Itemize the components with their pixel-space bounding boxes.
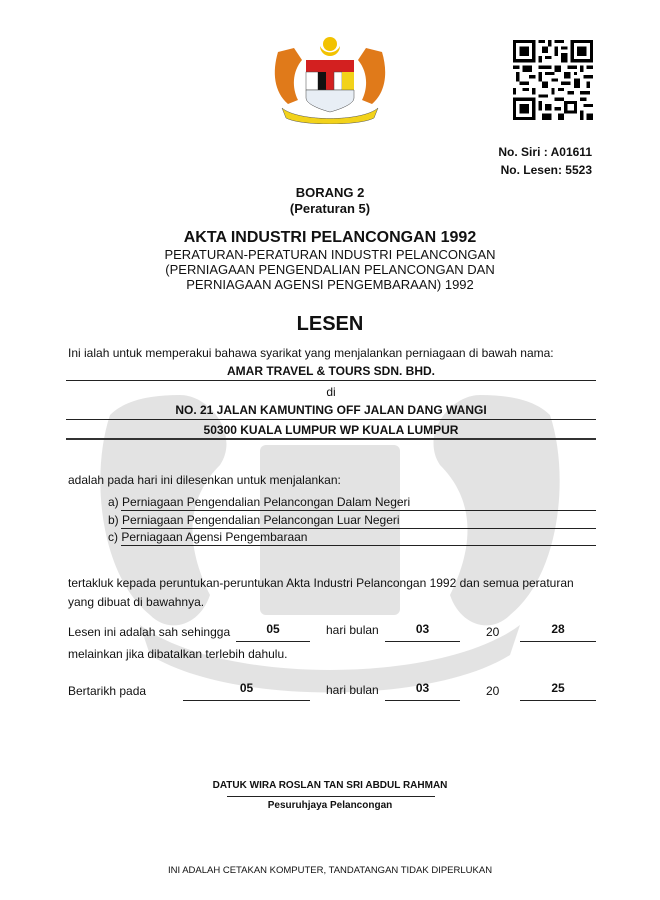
activity-marker: c) (108, 530, 118, 544)
activity-underline-a (121, 510, 596, 511)
borang-label: BORANG 2 (295, 185, 365, 200)
valid-century: 20 (486, 625, 500, 639)
valid-year-underline (520, 641, 596, 642)
activity-underline-b (121, 528, 596, 529)
address-line-1: NO. 21 JALAN KAMUNTING OFF JALAN DANG WANGI (175, 403, 487, 417)
regulation-line-1: PERATURAN-PERATURAN INDUSTRI PELANCONGAN (164, 247, 496, 262)
dated-year-underline (520, 700, 596, 701)
act-heading (0, 228, 660, 292)
intro-text: Ini ialah untuk memperakui bahawa syarikat yang menjalankan perniagaan di bawah nama: (68, 346, 554, 360)
dated-century: 20 (486, 684, 500, 698)
activity-label: Perniagaan Pengendalian Pelancongan Dalam Negeri (122, 495, 411, 509)
dated-month: 03 (415, 681, 430, 695)
dated-hari-bulan: hari bulan (326, 683, 379, 697)
regulation-line-3: PERNIAGAAN AGENSI PENGEMBARAAN) 1992 (186, 277, 474, 292)
dated-label: Bertarikh pada (68, 684, 147, 698)
dated-day-underline (183, 700, 310, 701)
qr-code (513, 40, 593, 120)
regulation-line-2: (PERNIAGAAN PENGENDALIAN PELANCONGAN DAN (165, 262, 495, 277)
license-meta (498, 143, 592, 179)
signatory-name: DATUK WIRA ROSLAN TAN SRI ABDUL RAHMAN (212, 780, 448, 791)
signature-line (227, 796, 435, 797)
activity-item-b (108, 513, 400, 527)
activity-underline-c (121, 545, 596, 546)
peraturan-label: (Peraturan 5) (289, 201, 371, 216)
dated-day: 05 (239, 681, 254, 695)
dated-month-underline (385, 700, 460, 701)
valid-until-month: 03 (415, 622, 430, 636)
act-title: AKTA INDUSTRI PELANCONGAN 1992 (183, 229, 477, 246)
valid-day-underline (236, 641, 310, 642)
footer-note: INI ADALAH CETAKAN KOMPUTER, TANDATANGAN TIDAK DIPERLUKAN (167, 865, 493, 876)
dated-year: 25 (551, 681, 565, 695)
valid-until-label: Lesen ini adalah sah sehingga (68, 625, 231, 639)
subject-to-line-2: yang dibuat di bawahnya. (68, 595, 205, 609)
di-label: di (326, 385, 336, 399)
valid-until-year: 28 (551, 622, 565, 636)
activity-marker: a) (108, 495, 119, 509)
licensed-for-text: adalah pada hari ini dilesenkan untuk menjalankan: (68, 473, 341, 487)
valid-month-underline (385, 641, 460, 642)
subject-to-line-1: tertakluk kepada peruntukan-peruntukan Akta Industri Pelancongan 1992 dan semua peraturan (68, 576, 574, 590)
signatory-title: Pesuruhjaya Pelancongan (267, 800, 393, 811)
unless-cancelled-text: melainkan jika dibatalkan terlebih dahulu. (68, 647, 288, 661)
address-underline-2 (66, 438, 596, 440)
activity-label: Perniagaan Pengendalian Pelancongan Luar Negeri (122, 513, 400, 527)
company-underline (66, 380, 596, 381)
document-title: LESEN (296, 313, 364, 335)
coat-of-arms-icon (268, 32, 392, 124)
valid-until-day: 05 (266, 622, 280, 636)
activity-label: Perniagaan Agensi Pengembaraan (121, 530, 308, 544)
form-header (0, 185, 660, 217)
serial-number: No. Siri : A01611 (498, 145, 592, 159)
address-line-2: 50300 KUALA LUMPUR WP KUALA LUMPUR (203, 423, 459, 437)
subject-to-text (68, 574, 574, 612)
valid-hari-bulan: hari bulan (326, 623, 379, 637)
company-name: AMAR TRAVEL & TOURS SDN. BHD. (226, 364, 435, 378)
address-underline-1 (66, 419, 596, 420)
activity-item-a (108, 495, 410, 509)
activity-marker: b) (108, 513, 119, 527)
license-number: No. Lesen: 5523 (500, 163, 592, 177)
activity-item-c (108, 530, 307, 544)
